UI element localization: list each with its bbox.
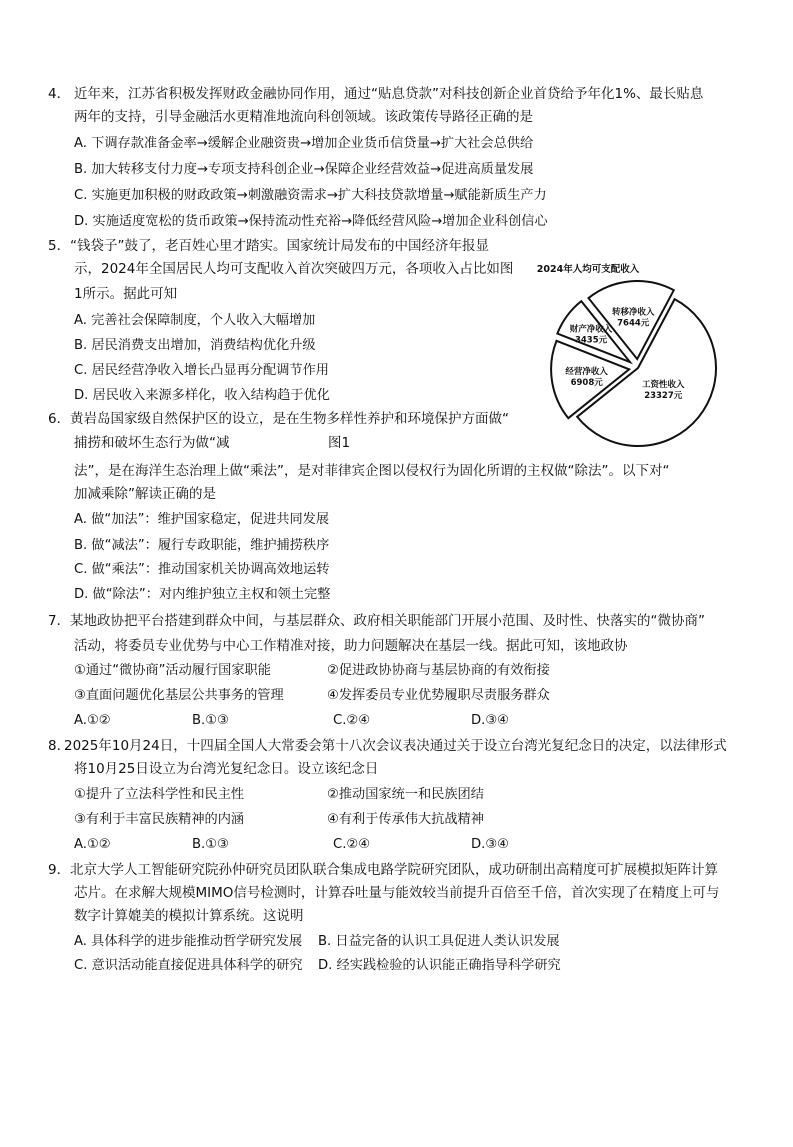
q9-option-d: D. 经实践检验的认识能正确指导科学研究 bbox=[318, 958, 561, 973]
slice-category-label: 财产净收入 bbox=[569, 324, 613, 335]
q9-number: 9． bbox=[48, 862, 71, 878]
q9-stem-line-3: 数字计算媲美的模拟计算系统。这说明 bbox=[74, 908, 304, 924]
q4-stem-line-2: 两年的支持，引导金融活水更精准地流向科创领域。该政策传导路径正确的是 bbox=[74, 109, 533, 125]
q5-option-b: B. 居民消费支出增加，消费结构优化升级 bbox=[74, 338, 316, 353]
q8-stem-line-1: 2025年10月24日，十四届全国人大常委会第十八次会议表决通过关于设立台湾光复纪念日的决定，以法律形式 bbox=[64, 738, 727, 754]
q7-choice-b: B.①③ bbox=[192, 713, 229, 728]
q8-statement-2: ②推动国家统一和民族团结 bbox=[327, 787, 484, 802]
q6-option-a: A. 做“加法”：维护国家稳定，促进共同发展 bbox=[74, 512, 330, 527]
q4-number: 4． bbox=[48, 86, 71, 102]
q6-option-c: C. 做“乘法”：推动国家机关协调高效地运转 bbox=[74, 562, 330, 577]
q7-statement-3: ③直面问题优化基层公共事务的管理 bbox=[74, 688, 284, 703]
q9-stem-line-2: 芯片。在求解大规模MIMO信号检测时，计算吞吐量与能效较当前提升百倍至千倍，首次实现了在精度上可与 bbox=[74, 885, 720, 901]
q8-statement-1: ①提升了立法科学性和民主性 bbox=[74, 787, 245, 802]
q4-option-b: B. 加大转移支付力度→专项支持科创企业→保障企业经营效益→促进高质量发展 bbox=[74, 162, 534, 177]
q6-stem-line-2: 捕捞和破坏生态行为做“减 bbox=[74, 435, 230, 451]
q6-stem-line-1: 黄岩岛国家级自然保护区的设立，是在生物多样性养护和环境保护方面做“ bbox=[70, 411, 509, 427]
slice-category-label: 经营净收入 bbox=[565, 366, 608, 377]
q6-option-b: B. 做“减法”：履行专政职能，维护捕捞秩序 bbox=[74, 538, 330, 553]
q7-statement-2: ②促进政协协商与基层协商的有效衔接 bbox=[327, 663, 550, 678]
q8-statement-3: ③有利于丰富民族精神的内涵 bbox=[74, 812, 245, 827]
income-pie-chart bbox=[530, 258, 730, 448]
q5-stem-line-3: 1所示。据此可知 bbox=[74, 286, 178, 302]
q6-option-d: D. 做“除法”：对内维护独立主权和领土完整 bbox=[74, 587, 331, 602]
q7-number: 7． bbox=[48, 613, 71, 629]
q5-stem-line-1: “钱袋子”鼓了，老百姓心里才踏实。国家统计局发布的中国经济年报显 bbox=[70, 238, 489, 254]
q6-number: 6． bbox=[48, 411, 71, 427]
q8-number: 8. bbox=[48, 738, 61, 754]
q5-option-d: D. 居民收入来源多样化，收入结构趋于优化 bbox=[74, 388, 330, 403]
q5-option-c: C. 居民经营净收入增长凸显再分配调节作用 bbox=[74, 363, 329, 378]
q8-choice-b: B.①③ bbox=[192, 837, 229, 852]
q5-number: 5． bbox=[48, 238, 71, 254]
q8-stem-line-2: 将10月25日设立为台湾光复纪念日。设立该纪念日 bbox=[74, 761, 379, 777]
q8-choice-d: D.③④ bbox=[471, 837, 509, 852]
q7-statement-4: ④发挥委员专业优势履职尽责服务群众 bbox=[327, 688, 550, 703]
chart-title: 2024年人均可支配收入 bbox=[536, 264, 640, 275]
slice-value-label: 6908元 bbox=[570, 377, 603, 388]
figure-caption: 图1 bbox=[328, 435, 351, 451]
q7-choice-a: A.①② bbox=[74, 713, 111, 728]
slice-value-label: 7644元 bbox=[617, 318, 650, 329]
q9-option-a: A. 具体科学的进步能推动哲学研究发展 bbox=[74, 934, 303, 949]
q9-option-c: C. 意识活动能直接促进具体科学的研究 bbox=[74, 958, 303, 973]
q4-option-c: C. 实施更加积极的财政政策→刺激融资需求→扩大科技贷款增量→赋能新质生产力 bbox=[74, 188, 547, 203]
slice-value-label: 23327元 bbox=[644, 390, 683, 401]
slice-value-label: 3435元 bbox=[574, 335, 608, 346]
q7-statement-1: ①通过“微协商”活动履行国家职能 bbox=[74, 663, 271, 678]
q7-stem-line-1: 某地政协把平台搭建到群众中间，与基层群众、政府相关职能部门开展小范围、及时性、快落实的“微协商” bbox=[70, 613, 705, 629]
q7-choice-d: D.③④ bbox=[471, 713, 509, 728]
q4-stem-line-1: 近年来，江苏省积极发挥财政金融协同作用，通过“贴息贷款”对科技创新企业首贷给予年化1%、最长贴息 bbox=[74, 86, 704, 102]
q8-choice-a: A.①② bbox=[74, 837, 111, 852]
q9-option-b: B. 日益完备的认识工具促进人类认识发展 bbox=[318, 934, 560, 949]
q8-choice-c: C.②④ bbox=[333, 837, 371, 852]
q6-stem-line-4: 加减乘除”解读正确的是 bbox=[74, 486, 216, 502]
slice-category-label: 转移净收入 bbox=[611, 307, 655, 318]
q6-stem-line-3: 法”，是在海洋生态治理上做“乘法”，是对菲律宾企图以侵权行为固化所谓的主权做“除法”。以下对“ bbox=[74, 463, 670, 479]
q4-option-d: D. 实施适度宽松的货币政策→保持流动性充裕→降低经营风险→增加企业科创信心 bbox=[74, 214, 548, 229]
q8-statement-4: ④有利于传承伟大抗战精神 bbox=[327, 812, 484, 827]
q5-stem-line-2: 示，2024年全国居民人均可支配收入首次突破四万元，各项收入占比如图 bbox=[74, 261, 514, 277]
q4-option-a: A. 下调存款准备金率→缓解企业融资贵→增加企业货币信贷量→扩大社会总供给 bbox=[74, 136, 534, 151]
q7-choice-c: C.②④ bbox=[333, 713, 371, 728]
q7-stem-line-2: 活动，将委员专业优势与中心工作精准对接，助力问题解决在基层一线。据此可知，该地政协 bbox=[74, 638, 628, 654]
q9-stem-line-1: 北京大学人工智能研究院孙仲研究员团队联合集成电路学院研究团队，成功研制出高精度可扩展模拟矩阵计算 bbox=[70, 862, 718, 878]
q5-option-a: A. 完善社会保障制度，个人收入大幅增加 bbox=[74, 313, 316, 328]
slice-category-label: 工资性收入 bbox=[641, 379, 685, 390]
